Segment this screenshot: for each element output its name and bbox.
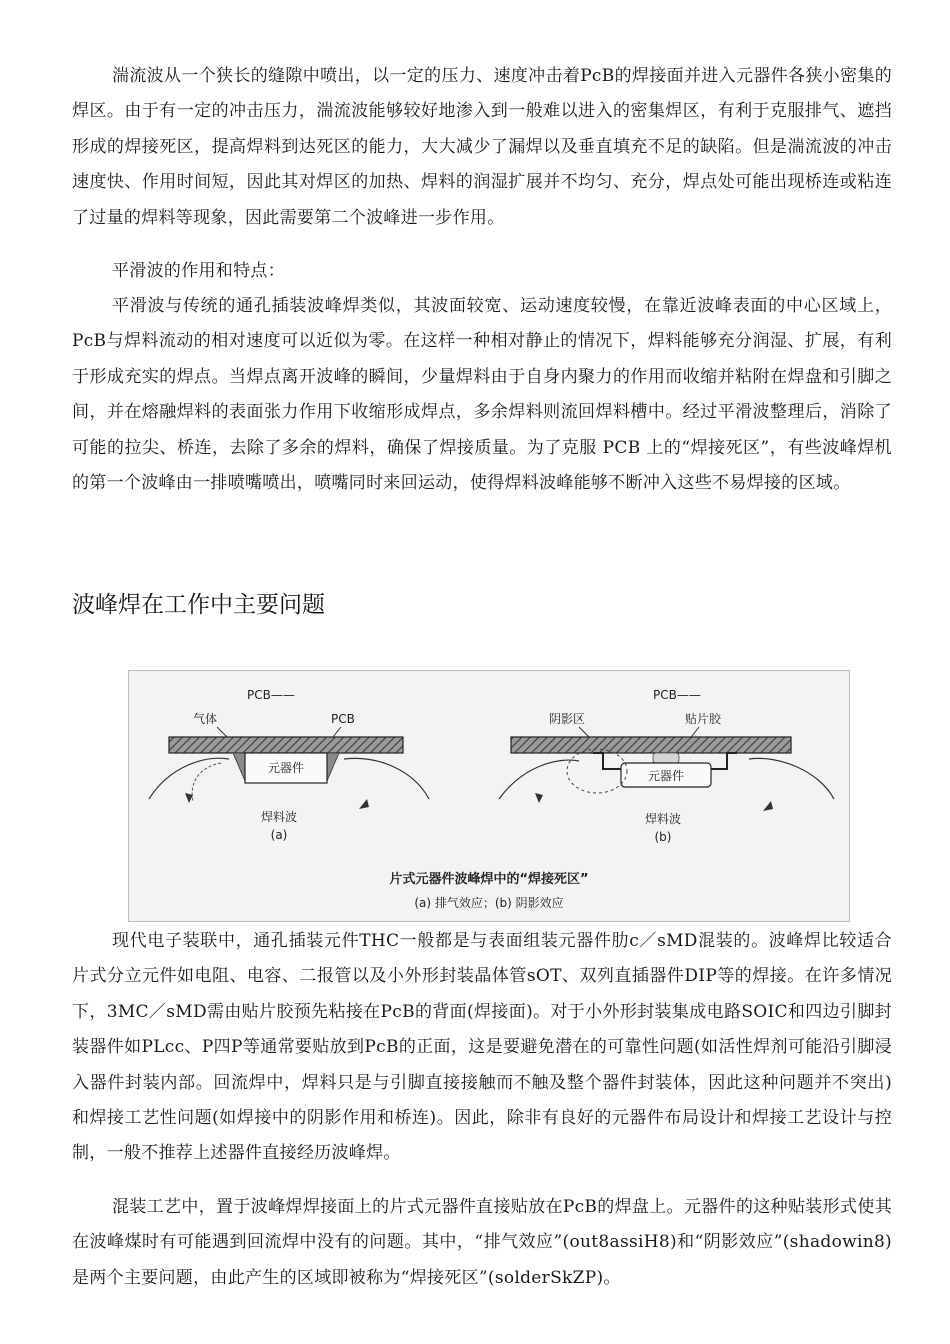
sublabel-b: (b): [654, 830, 672, 844]
glue-dot-b: [653, 753, 679, 763]
pcb-board-b: [511, 737, 791, 753]
figure-caption-sub: (a) 排气效应；(b) 阴影效应: [414, 896, 564, 910]
label-gas: 气体: [193, 712, 218, 726]
flow-arrow-b2: [535, 793, 543, 803]
diagram-b: [499, 688, 834, 844]
paragraph-mixed-assembly: 现代电子装联中，通孔插装元件THC一般都是与表面组装元器件肋c／sMD混装的。波峰焊比较适合片式分立元件如电阻、电容、二报管以及小外形封装晶体管sOT、双列直插器件DIP等的焊接。在许多情况下，3MC／sMD需由贴片胶预先粘接在PcB的背面(焊接面)。对于小外形封装集成电路SOIC和四边引脚封装器件如PLcc、P四P等通常要贴放到PcB的正面，这是要避免潜在的可靠性问题(如活性焊剂可能沿引脚浸入器件封装内部。回流焊中，焊料只是与引脚直接接触而不触及整个器件封装体，因此这种问题并不突出)和焊接工艺性问题(如焊接中的阴影作用和桥连)。因此，除非有良好的元器件布局设计和焊接工艺设计与控制，一般不推荐上述器件直接经历波峰焊。: [72, 931, 892, 1164]
paragraph-turbulent-wave: 湍流波从一个狭长的缝隙中喷出，以一定的压力、速度冲击着PcB的焊接面并进入元器件各狭小密集的焊区。由于有一定的冲击压力，湍流波能够较好地渗入到一般难以进入的密集焊区，有利于克服排气、遮挡形成的焊接死区，提高焊料到达死区的能力，大大减少了漏焊以及垂直填充不足的缺陷。但是湍流波的冲击速度快、作用时间短，因此其对焊区的加热、焊料的润湿扩展并不均匀、充分，焊点处可能出现桥连或粘连了过量的焊料等现象，因此需要第二个波峰进一步作用。: [72, 66, 892, 228]
figure-solder-dead-zone: [128, 670, 850, 922]
component-label-b: 元器件: [647, 769, 685, 783]
figure-caption-title: 片式元器件波峰焊中的“焊接死区”: [389, 872, 589, 887]
paragraph-smooth-wave-title: 平滑波的作用和特点：: [112, 261, 285, 281]
leader-pcb: [333, 727, 341, 737]
lead-right-b: [709, 753, 737, 769]
gas-bubble-a: [192, 763, 221, 801]
label-pcb-a: PCB: [331, 712, 355, 726]
paragraph-dead-zone: 混装工艺中，置于波峰焊焊接面上的片式元器件直接贴放在PcB的焊盘上。元器件的这种贴装形式使其在波峰煤时有可能遇到回流焊中没有的问题。其中，“排气效应”(out8assiH8)和“阴影效应”(shadowin8)是两个主要问题，由此产生的区域即被称为“焊接死区”(solderSkZP)。: [72, 1197, 892, 1288]
wave-label-a: 焊料波: [260, 810, 298, 824]
wave-curve-right-a: [344, 758, 429, 799]
wave-curve-left-b: [499, 760, 579, 799]
paragraph-smooth-wave: 平滑波与传统的通孔插装波峰焊类似，其波面较宽、运动速度较慢，在靠近波峰表面的中心区域上，PcB与焊料流动的相对速度可以近似为零。在这样一种相对静止的情况下，焊料能够充分润湿、扩展，有利于形成充实的焊点。当焊点离开波峰的瞬间，少量焊料由于自身内聚力的作用而收缩并粘附在焊盘和引脚之间，并在熔融焊料的表面张力作用下收缩形成焊点，多余焊料则流回焊料槽中。经过平滑波整理后，消除了可能的拉尖、桥连，去除了多余的焊料，确保了焊接质量。为了克服 PCB 上的“焊接死区”，有些波峰焊机的第一个波峰由一排喷嘴喷出，喷嘴同时来回运动，使得焊料波峰能够不断冲入这些不易焊接的区域。: [72, 296, 892, 494]
direction-label-b: PCB——: [653, 688, 701, 702]
flow-arrow-b: [763, 801, 773, 811]
component-label-a: 元器件: [267, 761, 305, 775]
leader-gas: [217, 727, 227, 737]
label-glue: 贴片胶: [685, 712, 722, 726]
fillet-right-a: [327, 753, 339, 781]
wave-curve-right-b: [749, 758, 834, 799]
lead-left-b: [593, 753, 621, 769]
wave-curve-left-a: [149, 758, 229, 799]
sublabel-a: (a): [270, 828, 288, 842]
fillet-left-a: [233, 753, 245, 781]
pcb-board-a: [169, 737, 403, 753]
section-heading: 波峰焊在工作中主要问题: [72, 592, 325, 618]
flow-arrow-a: [359, 799, 369, 809]
wave-label-b: 焊料波: [644, 812, 682, 826]
diagram-a: [149, 688, 429, 842]
direction-label-a: PCB——: [247, 688, 295, 702]
figure-diagram: [129, 671, 849, 921]
shadow-zone: [567, 749, 627, 793]
label-shadow: 阴影区: [549, 712, 586, 726]
